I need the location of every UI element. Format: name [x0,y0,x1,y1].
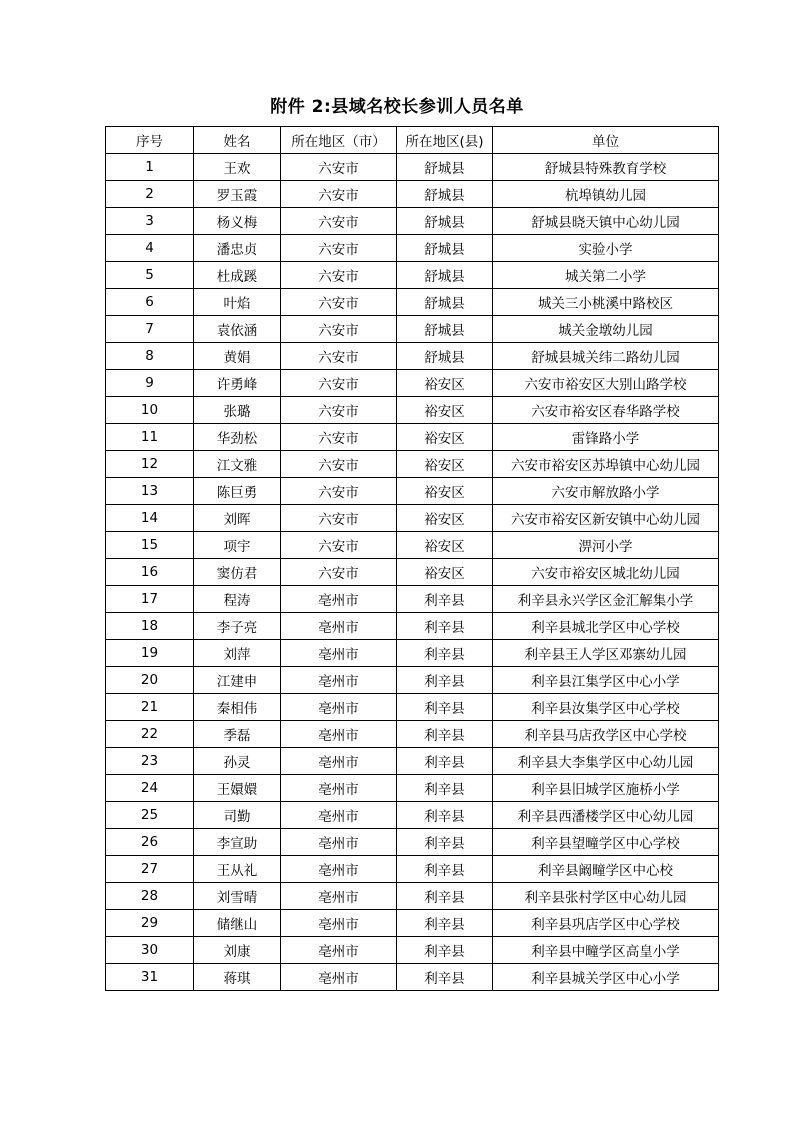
cell-index: 14 [106,505,194,532]
cell-city: 亳州市 [281,748,397,775]
table-row [106,910,719,937]
cell-county: 舒城县 [397,343,493,370]
table-row [106,262,719,289]
cell-index: 21 [106,694,194,721]
cell-county: 利辛县 [397,613,493,640]
cell-unit: 淠河小学 [493,532,719,559]
cell-city: 六安市 [281,235,397,262]
cell-index: 3 [106,208,194,235]
cell-index: 26 [106,829,194,856]
cell-city: 六安市 [281,478,397,505]
cell-name: 王欢 [194,154,281,181]
cell-unit: 利辛县望疃学区中心学校 [493,829,719,856]
cell-name: 杜成蹊 [194,262,281,289]
cell-city: 六安市 [281,316,397,343]
cell-city: 亳州市 [281,910,397,937]
cell-county: 裕安区 [397,451,493,478]
cell-unit: 六安市裕安区城北幼儿园 [493,559,719,586]
table-row [106,289,719,316]
cell-county: 裕安区 [397,424,493,451]
cell-name: 李宣助 [194,829,281,856]
cell-unit: 六安市裕安区苏埠镇中心幼儿园 [493,451,719,478]
cell-name: 孙灵 [194,748,281,775]
table-row [106,856,719,883]
cell-city: 六安市 [281,397,397,424]
cell-city: 六安市 [281,343,397,370]
cell-city: 亳州市 [281,721,397,748]
table-row [106,721,719,748]
cell-index: 13 [106,478,194,505]
cell-name: 秦相伟 [194,694,281,721]
cell-unit: 利辛县阚疃学区中心校 [493,856,719,883]
table-row [106,829,719,856]
cell-city: 六安市 [281,154,397,181]
cell-city: 六安市 [281,289,397,316]
table-row [106,640,719,667]
cell-county: 利辛县 [397,937,493,964]
cell-unit: 利辛县城关学区中心小学 [493,964,719,991]
table-row [106,208,719,235]
cell-unit: 利辛县西潘楼学区中心幼儿园 [493,802,719,829]
cell-county: 舒城县 [397,154,493,181]
cell-unit: 六安市裕安区新安镇中心幼儿园 [493,505,719,532]
cell-city: 亳州市 [281,883,397,910]
cell-city: 亳州市 [281,613,397,640]
cell-index: 17 [106,586,194,613]
cell-unit: 六安市解放路小学 [493,478,719,505]
cell-city: 亳州市 [281,667,397,694]
table-row [106,667,719,694]
cell-index: 2 [106,181,194,208]
cell-unit: 利辛县马店孜学区中心学校 [493,721,719,748]
cell-county: 裕安区 [397,478,493,505]
table-row [106,613,719,640]
cell-index: 29 [106,910,194,937]
table-row [106,883,719,910]
cell-name: 程涛 [194,586,281,613]
cell-name: 窦仿君 [194,559,281,586]
cell-unit: 利辛县张村学区中心幼儿园 [493,883,719,910]
cell-county: 利辛县 [397,667,493,694]
cell-city: 六安市 [281,424,397,451]
cell-city: 六安市 [281,262,397,289]
cell-county: 利辛县 [397,694,493,721]
cell-index: 27 [106,856,194,883]
cell-county: 利辛县 [397,748,493,775]
cell-unit: 实验小学 [493,235,719,262]
cell-name: 刘雪晴 [194,883,281,910]
cell-index: 25 [106,802,194,829]
cell-index: 20 [106,667,194,694]
cell-name: 罗玉霞 [194,181,281,208]
cell-unit: 利辛县江集学区中心小学 [493,667,719,694]
cell-name: 袁依涵 [194,316,281,343]
cell-county: 舒城县 [397,289,493,316]
cell-name: 蒋琪 [194,964,281,991]
cell-city: 亳州市 [281,586,397,613]
cell-city: 亳州市 [281,829,397,856]
cell-name: 许勇峰 [194,370,281,397]
document-title: 附件 2:县域名校长参训人员名单 [270,97,524,117]
cell-index: 11 [106,424,194,451]
cell-city: 六安市 [281,559,397,586]
cell-unit: 利辛县大李集学区中心幼儿园 [493,748,719,775]
cell-index: 6 [106,289,194,316]
cell-county: 利辛县 [397,910,493,937]
cell-county: 利辛县 [397,883,493,910]
cell-index: 5 [106,262,194,289]
cell-index: 31 [106,964,194,991]
header-city: 所在地区（市） [281,127,397,154]
cell-unit: 雷锋路小学 [493,424,719,451]
cell-unit: 利辛县城北学区中心学校 [493,613,719,640]
cell-unit: 利辛县旧城学区施桥小学 [493,775,719,802]
cell-unit: 舒城县特殊教育学校 [493,154,719,181]
cell-index: 16 [106,559,194,586]
table-row [106,586,719,613]
cell-county: 利辛县 [397,640,493,667]
cell-city: 亳州市 [281,964,397,991]
cell-city: 六安市 [281,370,397,397]
cell-county: 裕安区 [397,559,493,586]
table-row [106,235,719,262]
cell-unit: 杭埠镇幼儿园 [493,181,719,208]
cell-unit: 舒城县城关纬二路幼儿园 [493,343,719,370]
cell-name: 司勤 [194,802,281,829]
cell-name: 刘晖 [194,505,281,532]
cell-index: 15 [106,532,194,559]
cell-name: 刘萍 [194,640,281,667]
cell-county: 舒城县 [397,262,493,289]
cell-index: 1 [106,154,194,181]
table-row [106,316,719,343]
cell-city: 六安市 [281,208,397,235]
participant-table [105,126,719,991]
table-row [106,937,719,964]
table-row [106,451,719,478]
table-row [106,505,719,532]
cell-index: 18 [106,613,194,640]
cell-index: 8 [106,343,194,370]
cell-county: 舒城县 [397,235,493,262]
cell-index: 4 [106,235,194,262]
cell-name: 江文雅 [194,451,281,478]
table-header-row [106,127,719,154]
cell-name: 王从礼 [194,856,281,883]
cell-city: 亳州市 [281,775,397,802]
table-row [106,343,719,370]
cell-city: 亳州市 [281,802,397,829]
cell-index: 10 [106,397,194,424]
cell-county: 舒城县 [397,181,493,208]
cell-index: 19 [106,640,194,667]
cell-name: 季磊 [194,721,281,748]
cell-county: 利辛县 [397,586,493,613]
cell-index: 30 [106,937,194,964]
cell-city: 六安市 [281,451,397,478]
cell-name: 杨义梅 [194,208,281,235]
cell-name: 李子亮 [194,613,281,640]
cell-name: 黄娟 [194,343,281,370]
cell-county: 裕安区 [397,532,493,559]
cell-name: 潘忠贞 [194,235,281,262]
cell-county: 舒城县 [397,208,493,235]
cell-name: 储继山 [194,910,281,937]
table-row [106,532,719,559]
cell-index: 28 [106,883,194,910]
cell-county: 利辛县 [397,775,493,802]
cell-city: 亳州市 [281,694,397,721]
header-name: 姓名 [194,127,281,154]
table-row [106,694,719,721]
cell-city: 六安市 [281,532,397,559]
cell-county: 利辛县 [397,829,493,856]
cell-name: 陈巨勇 [194,478,281,505]
cell-name: 张璐 [194,397,281,424]
table-row [106,775,719,802]
cell-unit: 城关第二小学 [493,262,719,289]
cell-county: 舒城县 [397,316,493,343]
cell-county: 利辛县 [397,856,493,883]
table-row [106,154,719,181]
table-row [106,964,719,991]
cell-city: 亳州市 [281,937,397,964]
table-row [106,559,719,586]
cell-name: 王嬛嬛 [194,775,281,802]
cell-county: 裕安区 [397,370,493,397]
cell-unit: 六安市裕安区大别山路学校 [493,370,719,397]
table-row [106,748,719,775]
cell-county: 利辛县 [397,721,493,748]
cell-city: 亳州市 [281,640,397,667]
cell-unit: 利辛县王人学区邓寨幼儿园 [493,640,719,667]
cell-name: 刘康 [194,937,281,964]
cell-unit: 利辛县汝集学区中心学校 [493,694,719,721]
table-row [106,181,719,208]
cell-county: 裕安区 [397,505,493,532]
table-body [106,154,719,991]
cell-county: 裕安区 [397,397,493,424]
cell-index: 22 [106,721,194,748]
cell-index: 12 [106,451,194,478]
table-row [106,478,719,505]
table-row [106,370,719,397]
cell-name: 华劲松 [194,424,281,451]
cell-index: 23 [106,748,194,775]
header-unit: 单位 [493,127,719,154]
table-row [106,397,719,424]
cell-county: 利辛县 [397,802,493,829]
cell-name: 项宇 [194,532,281,559]
cell-county: 利辛县 [397,964,493,991]
cell-unit: 利辛县巩店学区中心学校 [493,910,719,937]
cell-city: 六安市 [281,181,397,208]
cell-index: 24 [106,775,194,802]
cell-name: 江建申 [194,667,281,694]
cell-unit: 利辛县永兴学区金汇解集小学 [493,586,719,613]
table-row [106,424,719,451]
table-row [106,802,719,829]
cell-index: 7 [106,316,194,343]
cell-unit: 舒城县晓天镇中心幼儿园 [493,208,719,235]
cell-name: 叶焰 [194,289,281,316]
header-index: 序号 [106,127,194,154]
cell-unit: 六安市裕安区春华路学校 [493,397,719,424]
cell-city: 亳州市 [281,856,397,883]
cell-index: 9 [106,370,194,397]
header-county: 所在地区(县) [397,127,493,154]
cell-unit: 利辛县中疃学区高皇小学 [493,937,719,964]
cell-city: 六安市 [281,505,397,532]
cell-unit: 城关金墩幼儿园 [493,316,719,343]
cell-unit: 城关三小桃溪中路校区 [493,289,719,316]
